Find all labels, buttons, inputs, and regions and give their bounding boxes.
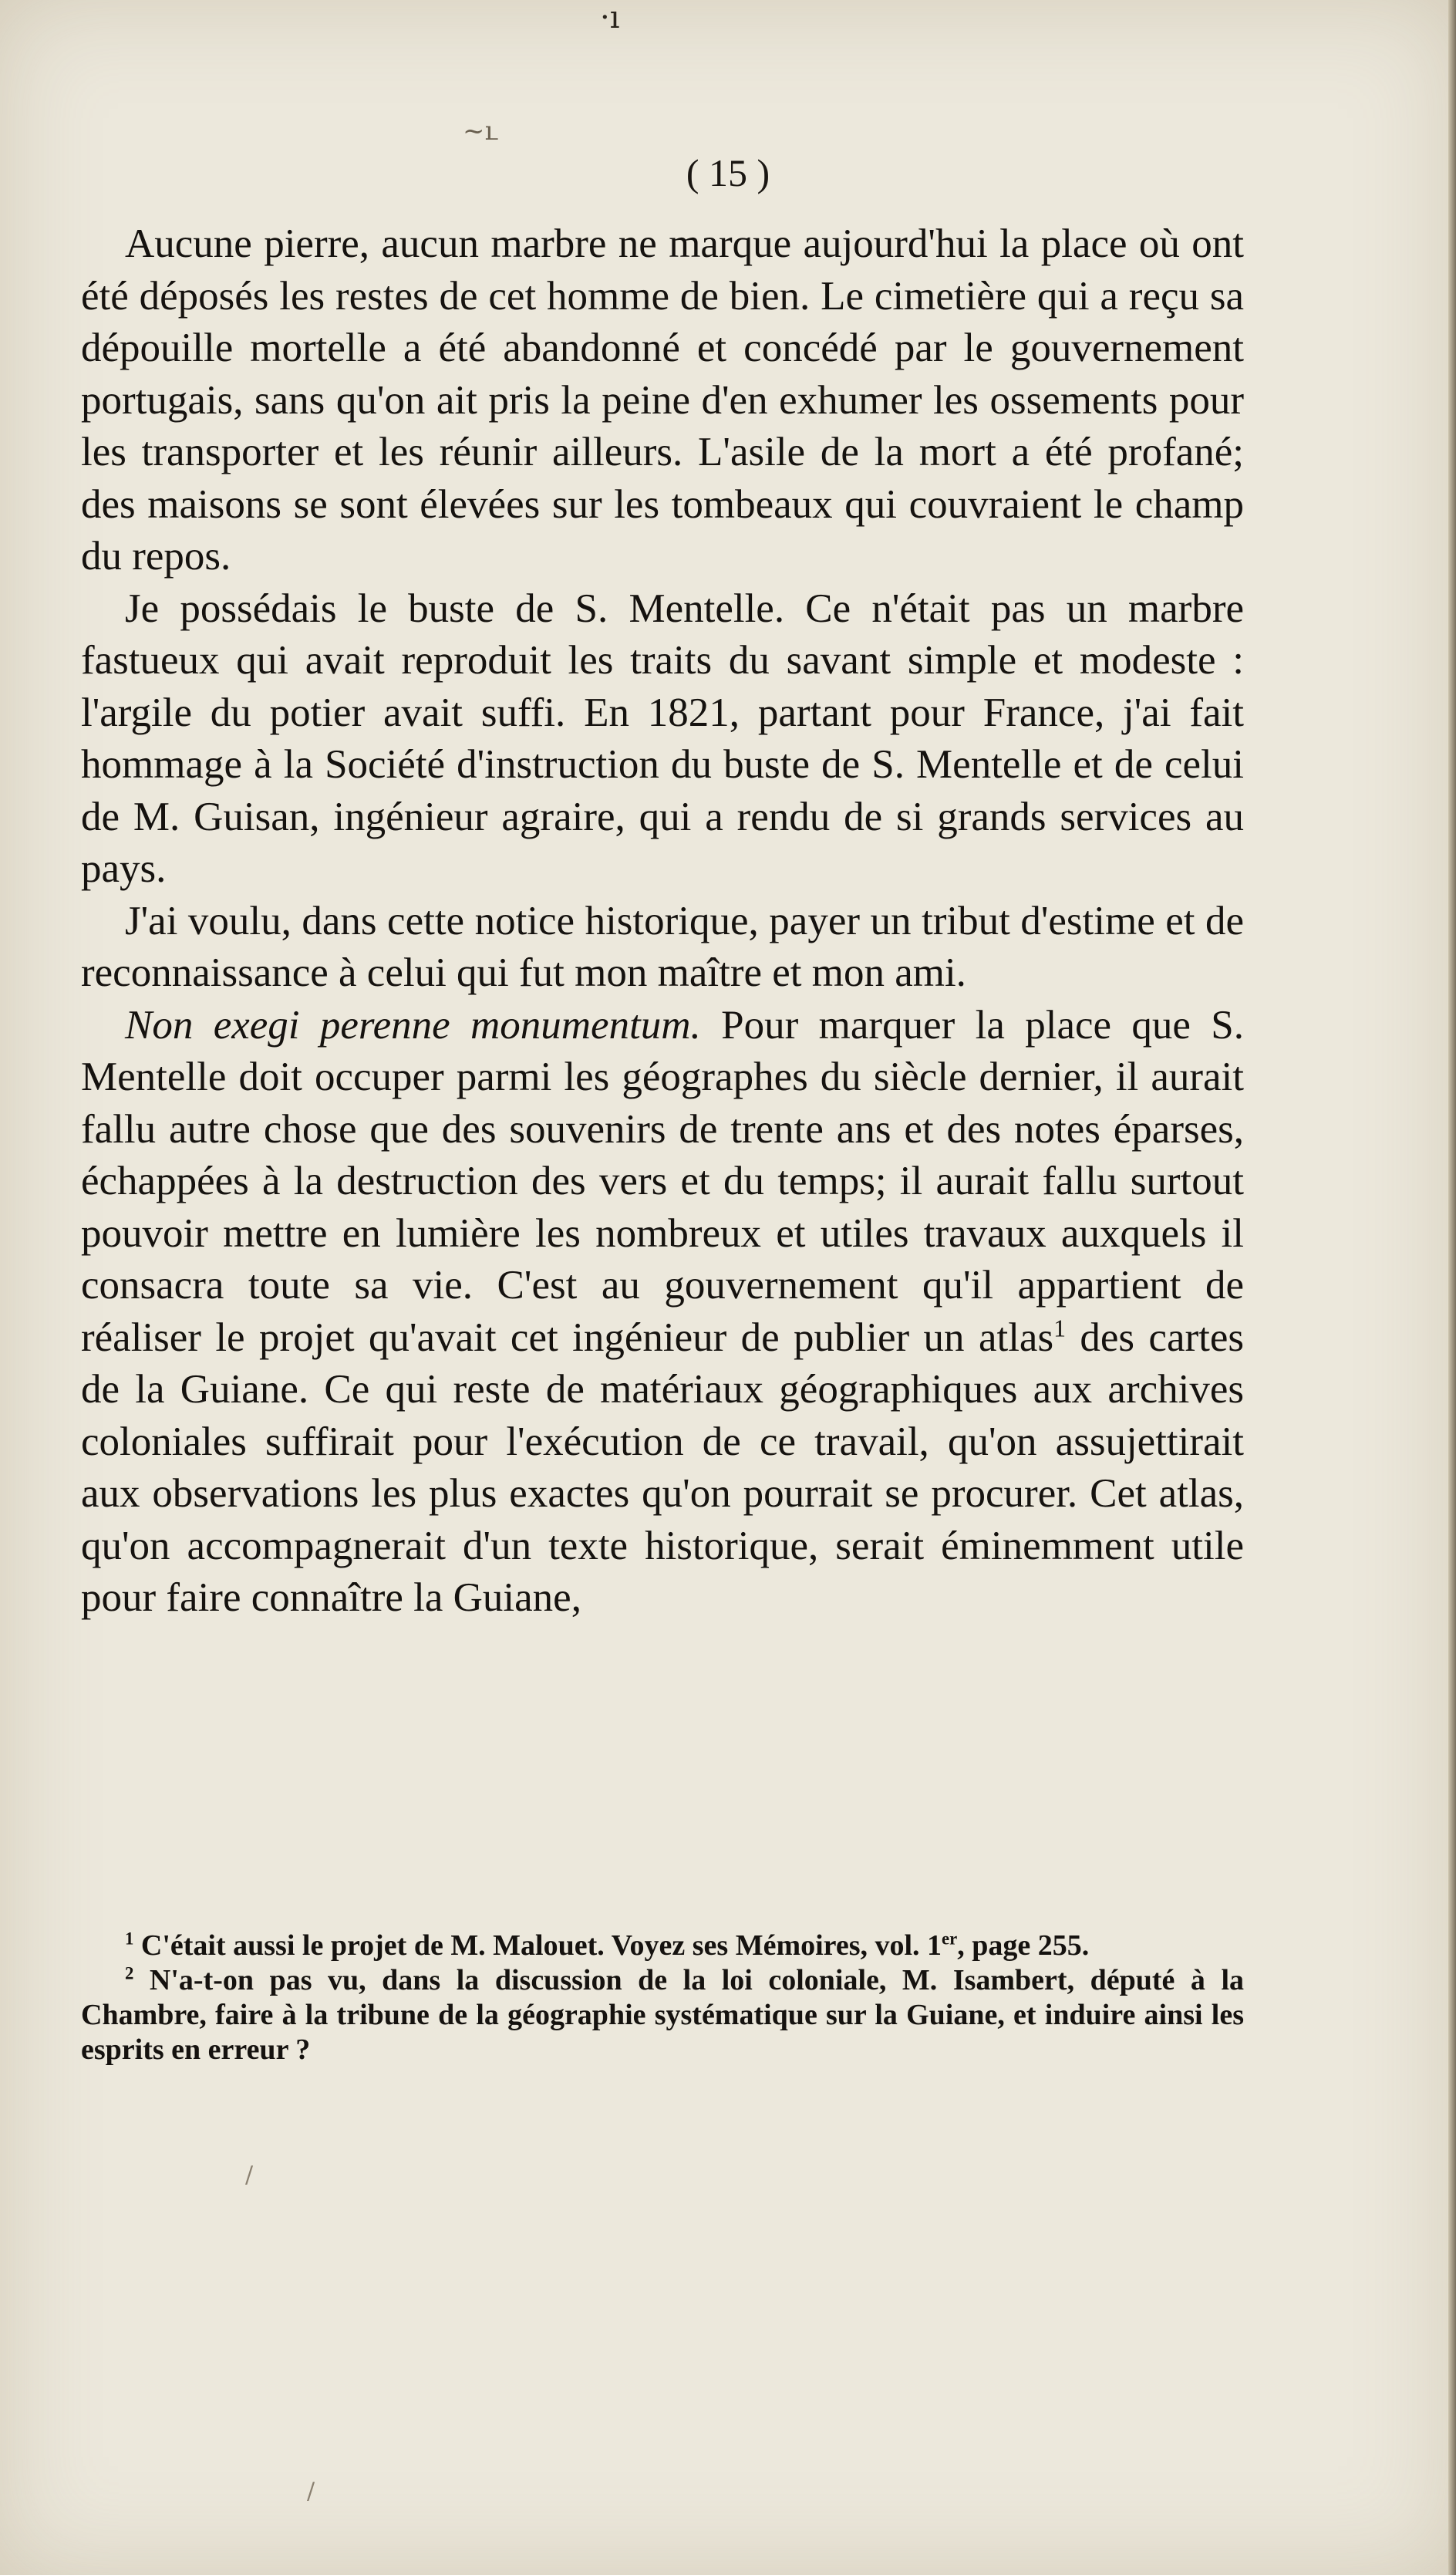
pencil-tick-1: /: [245, 2162, 254, 2189]
latin-quote: Non exegi perenne monumentum.: [125, 1002, 701, 1048]
footnote-1: [81, 1929, 1244, 1963]
paragraph-1: Aucune pierre, aucun marbre ne marque aujourd'hui la place où ont été déposés les restes de cet homme de bien. Le cimetière qui a reçu sa dépouille mortelle a été abandonné et concédé par le gouvernement portugais, sans qu'on ait pris la peine d'en exhumer les ossements pour les transporter et les réunir ailleurs. L'asile de la mort a été profané; des maisons se sont élevées sur les tombeaux qui couvraient le champ du repos.: [81, 221, 1244, 579]
footnote-1-sup: er: [942, 1929, 958, 1949]
pencil-tick-2: /: [307, 2478, 315, 2505]
footnote-1-text-b: , page 255.: [957, 1929, 1090, 1962]
footnotes: [81, 1929, 1244, 2067]
footnote-1-mark: 1: [125, 1929, 134, 1949]
footnote-1-text-a: C'était aussi le projet de M. Malouet. Voyez ses Mémoires, vol. 1: [133, 1929, 942, 1962]
main-text: [81, 218, 1244, 1625]
paragraph-4-part-b: des cartes de la Guiane. Ce qui reste de matériaux géographiques aux archives coloniales suffirait pour l'exécution de ce travail, qu'on assujettirait aux observations les plus exactes qu'on pourrait se procurer. Cet atlas, qu'on accompagnerait d'un texte historique, serait éminemment utile pour faire connaître la Guiane,: [81, 1314, 1244, 1620]
paragraph-4-part-a: Pour marquer la place que S. Mentelle doit occuper parmi les géographes du siècle dernier, il aurait fallu autre chose que des souvenirs de trente ans et des notes éparses, échappées à la destruction des vers et du temps; il aurait fallu surtout pouvoir mettre en lumière les nombreux et utiles travaux auxquels il consacra toute sa vie. C'est au gouvernement qu'il appartient de réaliser le projet qu'avait cet ingénieur de publier un atlas: [81, 1002, 1245, 1360]
footnote-ref-1: 1: [1053, 1314, 1066, 1341]
footnote-2-mark: 2: [125, 1963, 134, 1983]
footnote-2-text: N'a-t-on pas vu, dans la discussion de la loi coloniale, M. Isambert, député à la Chambre, faire à la tribune de la géographie systématique sur la Guiane, et induire ainsi les esprits en erreur ?: [81, 1964, 1244, 2066]
page-edge-shadow: [1448, 0, 1456, 2575]
page-number: ( 15 ): [686, 151, 770, 194]
paragraph-2: Je possédais le buste de S. Mentelle. Ce n'était pas un marbre fastueux qui avait reproduit les traits du savant simple et modeste : l'argile du potier avait suffi. En 1821, partant pour France, j'ai fait hommage à la Société d'instruction du buste de S. Mentelle et de celui de M. Guisan, ingénieur agraire, qui a rendu de si grands services au pays.: [81, 586, 1244, 891]
paragraph-3: J'ai voulu, dans cette notice historique, payer un tribut d'estime et de reconnaissance à celui qui fut mon maître et mon ami.: [81, 898, 1244, 995]
footnote-2: [81, 1963, 1244, 2067]
paragraph-4: [81, 1000, 1244, 1625]
ink-mark-top: ·ı: [600, 0, 620, 35]
pencil-mark: ~ւ: [463, 116, 497, 147]
